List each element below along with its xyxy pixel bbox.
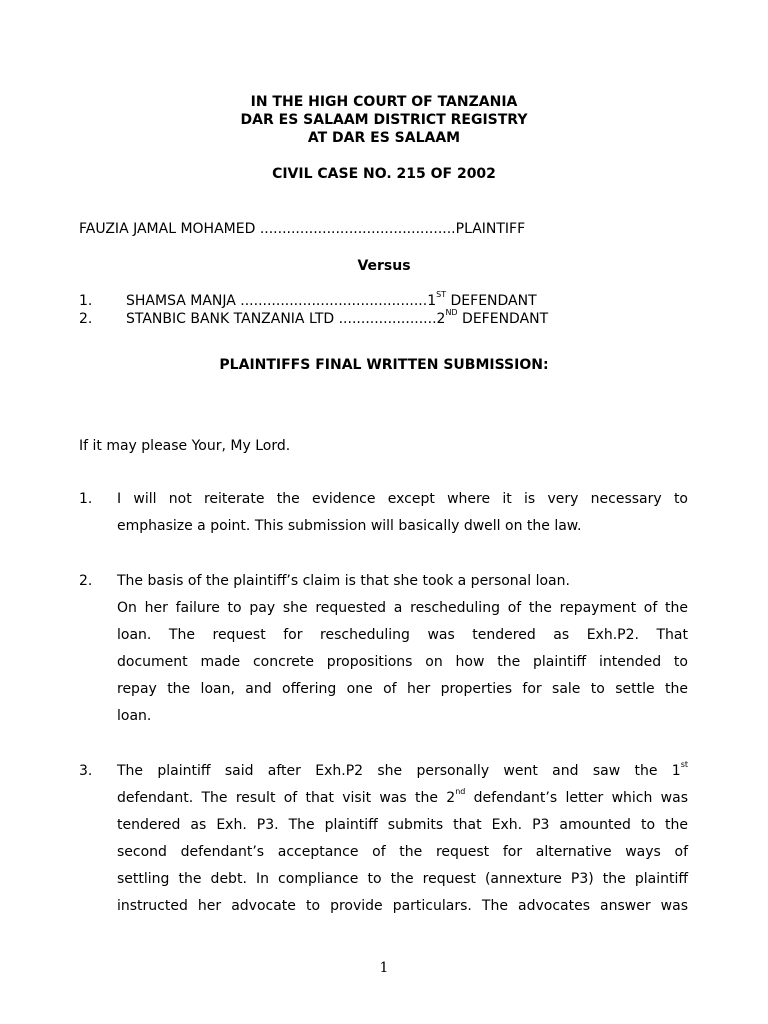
paragraph-line: document made concrete propositions on how the plaintiff intended to [117, 654, 688, 670]
salutation: If it may please Your, My Lord. [79, 438, 291, 454]
paragraph-1 [117, 486, 688, 540]
paragraph-line: settling the debt. In compliance to the request (annexture P3) the plaintiff [117, 871, 688, 887]
court-name: IN THE HIGH COURT OF TANZANIA [250, 94, 518, 110]
paragraph-text: defendant’s letter which was [465, 790, 688, 806]
ordinal: nd [455, 787, 466, 797]
paragraph-line: The basis of the plaintiff’s claim is that she took a personal loan. [117, 573, 570, 589]
registry-name: DAR ES SALAAM DISTRICT REGISTRY [240, 112, 528, 128]
paragraph-line: emphasize a point. This submission will basically dwell on the law. [117, 518, 582, 534]
defendant-name: STANBIC BANK TANZANIA LTD ......................2 [126, 311, 446, 327]
defendant-number: 1. [79, 293, 93, 309]
paragraph-2 [117, 568, 688, 730]
defendant-name: SHAMSA MANJA ..........................................1 [126, 293, 437, 309]
defendant-role: DEFENDANT [446, 293, 537, 309]
paragraph-text: The plaintiff said after Exh.P2 she personally went and saw the 1 [117, 763, 681, 779]
defendant-number: 2. [79, 311, 93, 327]
ordinal: ST [436, 290, 447, 300]
paragraph-text: defendant. The result of that visit was the 2 [117, 790, 456, 806]
paragraph-3 [117, 758, 688, 920]
case-number: CIVIL CASE NO. 215 OF 2002 [272, 166, 496, 182]
plaintiff-line: FAUZIA JAMAL MOHAMED ............................................PLAINTIFF [79, 221, 526, 237]
paragraph-line: I will not reiterate the evidence except where it is very necessary to [117, 491, 688, 507]
page-number: 1 [379, 960, 389, 976]
paragraph-line [117, 785, 688, 812]
defendant-role: DEFENDANT [457, 311, 549, 327]
paragraph-number: 1. [79, 491, 93, 507]
ordinal: st [680, 760, 688, 770]
paragraph-number: 3. [79, 763, 93, 779]
paragraph-line: loan. The request for rescheduling was tendered as Exh.P2. That [117, 627, 688, 643]
court-location: AT DAR ES SALAAM [307, 130, 461, 146]
paragraph-line: second defendant’s acceptance of the request for alternative ways of [117, 844, 688, 860]
paragraph-line: tendered as Exh. P3. The plaintiff submits that Exh. P3 amounted to the [117, 817, 688, 833]
paragraph-line: instructed her advocate to provide particulars. The advocates answer was [117, 898, 688, 914]
paragraph-line: loan. [117, 708, 152, 724]
paragraph-line: On her failure to pay she requested a rescheduling of the repayment of the [117, 600, 688, 616]
paragraph-number: 2. [79, 573, 93, 589]
defendant-entry [126, 292, 537, 310]
versus-label: Versus [357, 258, 411, 274]
paragraph-line: repay the loan, and offering one of her properties for sale to settle the [117, 681, 688, 697]
submission-title: PLAINTIFFS FINAL WRITTEN SUBMISSION: [219, 357, 549, 373]
defendant-entry [126, 310, 548, 328]
ordinal: ND [445, 308, 458, 318]
paragraph-line [117, 758, 688, 785]
